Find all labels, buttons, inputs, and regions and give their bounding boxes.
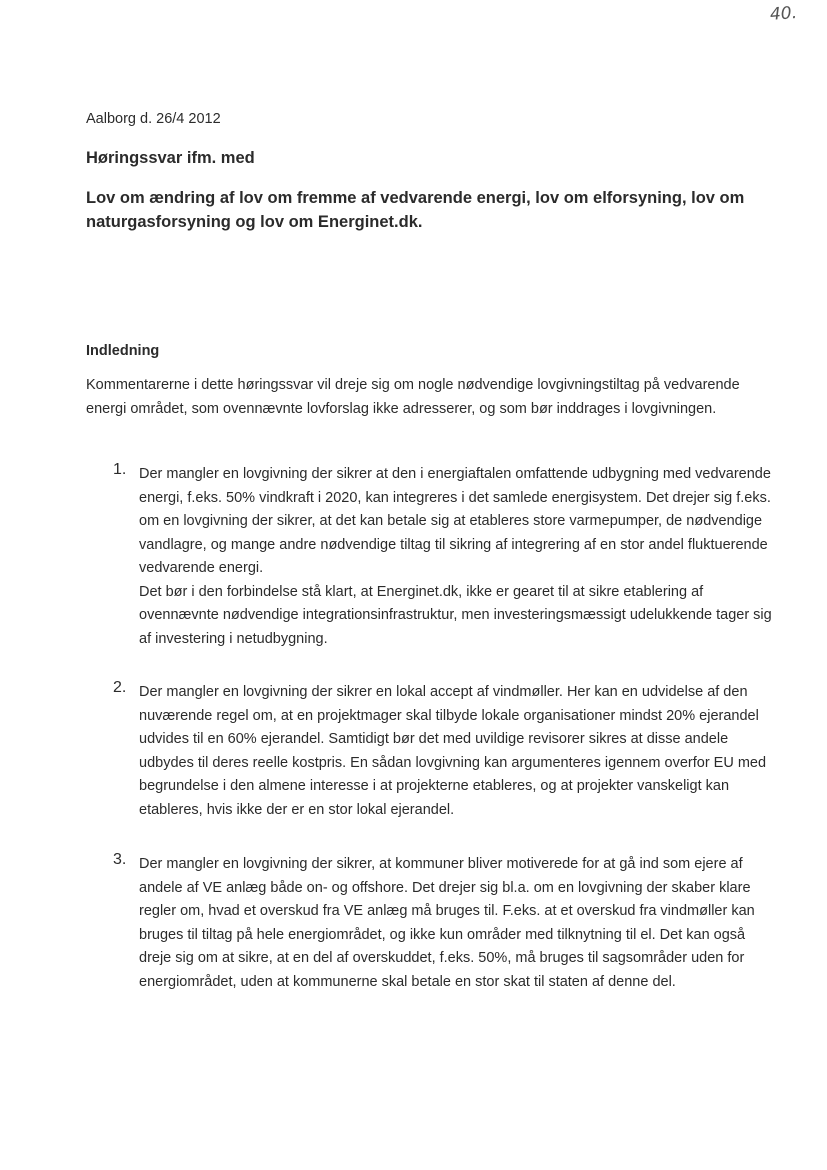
list-item-text: [139, 681, 775, 822]
list-item-number: 1.: [113, 461, 127, 478]
section-heading: Indledning: [86, 343, 160, 359]
list-item-paragraph: Det bør i den forbindelse stå klart, at Energinet.dk, ikke er gearet til at sikre etablering af ovennævnte nødvendige integrationsinfrastruktur, men investeringsmæssigt udelukkende tager sig af investering i netudbygning.: [139, 583, 772, 647]
list-item-number: 2.: [113, 679, 127, 696]
list-item-paragraph: Der mangler en lovgivning der sikrer, at kommuner bliver motiverede for at gå ind som ejere af andele af VE anlæg både on- og offshore. Det drejer sig bl.a. om en lovgivning der skaber klare regler om, hvad et overskud fra VE anlæg må bruges til. F.eks. at et overskud fra vindmøller kan bruges til tiltag på hele energiområdet, og ikke kun områder med tilknytning til el. Det kan også dreje sig om at sikre, at en del af overskuddet, f.eks. 50%, må bruges til sagsområder uden for energiområdet, uden at kommunerne skal betale en stor skat til staten af denne del.: [139, 856, 755, 990]
list-item-text: [139, 463, 775, 651]
list-item-text: [139, 853, 775, 994]
list-item-paragraph: Der mangler en lovgivning der sikrer at den i energiaftalen omfattende udbygning med vedvarende energi, f.eks. 50% vindkraft i 2020, kan integreres i det samlede energisystem. Det drejer sig f.eks. om en lovgivning der sikrer, at det kan betale sig at etableres store varmepumper, de nødvendige vandlagre, og mange andre nødvendige tiltag til sikring af integrering af en stor andel fluktuerende vedvarende energi.: [139, 466, 771, 576]
list-item-number: 3.: [113, 851, 127, 868]
subject-heading: Høringssvar ifm. med: [86, 149, 255, 167]
law-title: Lov om ændring af lov om fremme af vedvarende energi, lov om elforsyning, lov om naturgasforsyning og lov om Energinet.dk.: [86, 189, 745, 231]
dateline: Aalborg d. 26/4 2012: [86, 111, 221, 127]
page-number: 40.: [769, 3, 798, 25]
intro-paragraph: Kommentarerne i dette høringssvar vil dreje sig om nogle nødvendige lovgivningstiltag på vedvarende energi området, som ovennævnte lovforslag ikke adresserer, og som bør inddrages i lovgivningen.: [86, 377, 740, 417]
list-item-paragraph: Der mangler en lovgivning der sikrer en lokal accept af vindmøller. Her kan en udvidelse af den nuværende regel om, at en projektmager skal tilbyde lokale organisationer mindst 20% ejerandel udvides til en 60% ejerandel. Samtidigt bør det med uvildige revisorer sikres at disse andele udbydes til deres reelle kostpris. En sådan lovgivning kan argumenteres igennem overfor EU med begrundelse i den almene interesse i at projekterne etableres, og at projekter vanskeligt kan etableres, hvis ikke der er en stor lokal ejerandel.: [139, 684, 767, 818]
